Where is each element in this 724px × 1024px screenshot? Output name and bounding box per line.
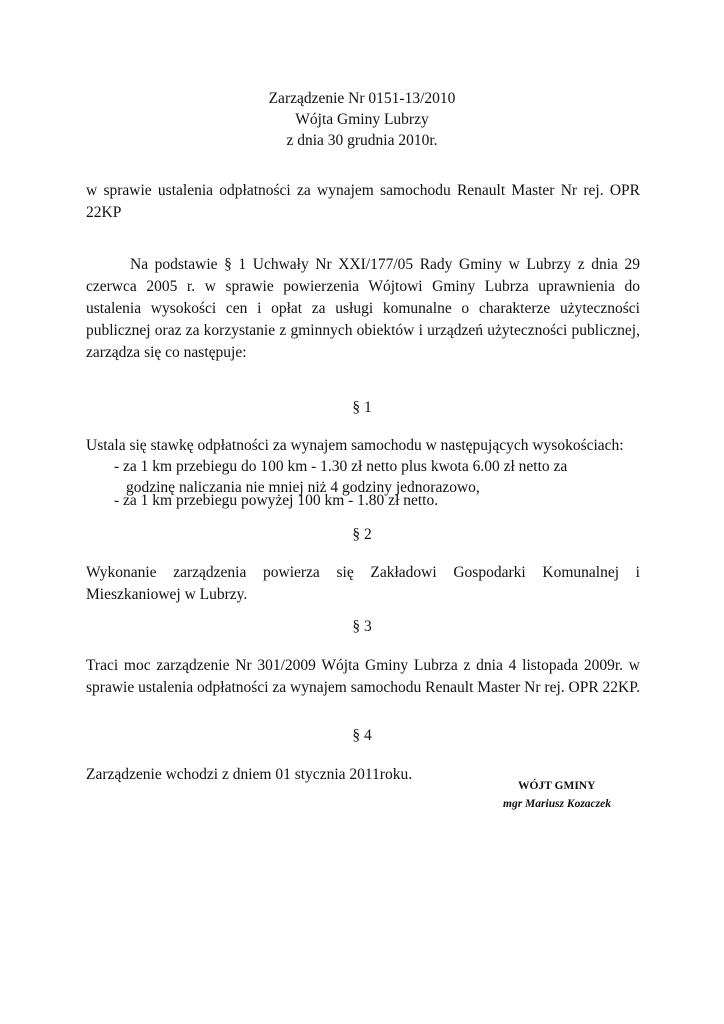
- subject-paragraph: w sprawie ustalenia odpłatności za wynajem samochodu Renault Master Nr rej. OPR 22KP: [86, 182, 640, 221]
- rate-item-line: - za 1 km przebiegu powyżej 100 km - 1.80 zł netto.: [114, 492, 439, 509]
- legal-basis-paragraph: Na podstawie § 1 Uchwały Nr XXI/177/05 Rady Gminy w Lubrzy z dnia 29 czerwca 2005 r. w sprawie powierzenia Wójtowi Gminy Lubrza uprawnienia do ustalenia wysokości cen i opłat za usługi komunalne o charakterze użyteczności publicznej oraz za korzystanie z gminnych obiektów i urządzeń użyteczności publicznej, zarządza się co następuje:: [86, 256, 640, 361]
- section-3-heading: § 3: [352, 618, 372, 635]
- section-1-heading: § 1: [352, 399, 372, 416]
- signature-name: mgr Mariusz Kozaczek: [503, 798, 611, 810]
- rate-item-line: - za 1 km przebiegu do 100 km - 1.30 zł netto plus kwota 6.00 zł netto za: [114, 458, 568, 475]
- section-4-text: Zarządzenie wchodzi z dniem 01 stycznia 2011roku.: [86, 766, 413, 783]
- document-title: [0, 88, 724, 151]
- title-line-issuer: Wójta Gminy Lubrzy: [295, 111, 429, 128]
- rate-list-item: [114, 490, 640, 511]
- rate-item-continuation: godzinę naliczania nie mniej niż 4 godziny jednorazowo,: [126, 479, 480, 496]
- signature-title: WÓJT GMINY: [518, 780, 596, 792]
- title-line-date: z dnia 30 grudnia 2010r.: [286, 132, 438, 149]
- section-2-heading: § 2: [352, 526, 372, 543]
- section-1-text: Ustala się stawkę odpłatności za wynajem samochodu w następujących wysokościach:: [86, 437, 624, 454]
- section-2-text: Wykonanie zarządzenia powierza się Zakładowi Gospodarki Komunalnej i Mieszkaniowej w Lubrzy.: [86, 564, 640, 603]
- title-line-ordinance-number: Zarządzenie Nr 0151-13/2010: [268, 90, 456, 107]
- section-3-text: Traci moc zarządzenie Nr 301/2009 Wójta Gminy Lubrza z dnia 4 listopada 2009r. w sprawie ustalenia odpłatności za wynajem samochodu Renault Master Nr rej. OPR 22KP.: [86, 657, 641, 696]
- section-4-heading: § 4: [352, 727, 372, 744]
